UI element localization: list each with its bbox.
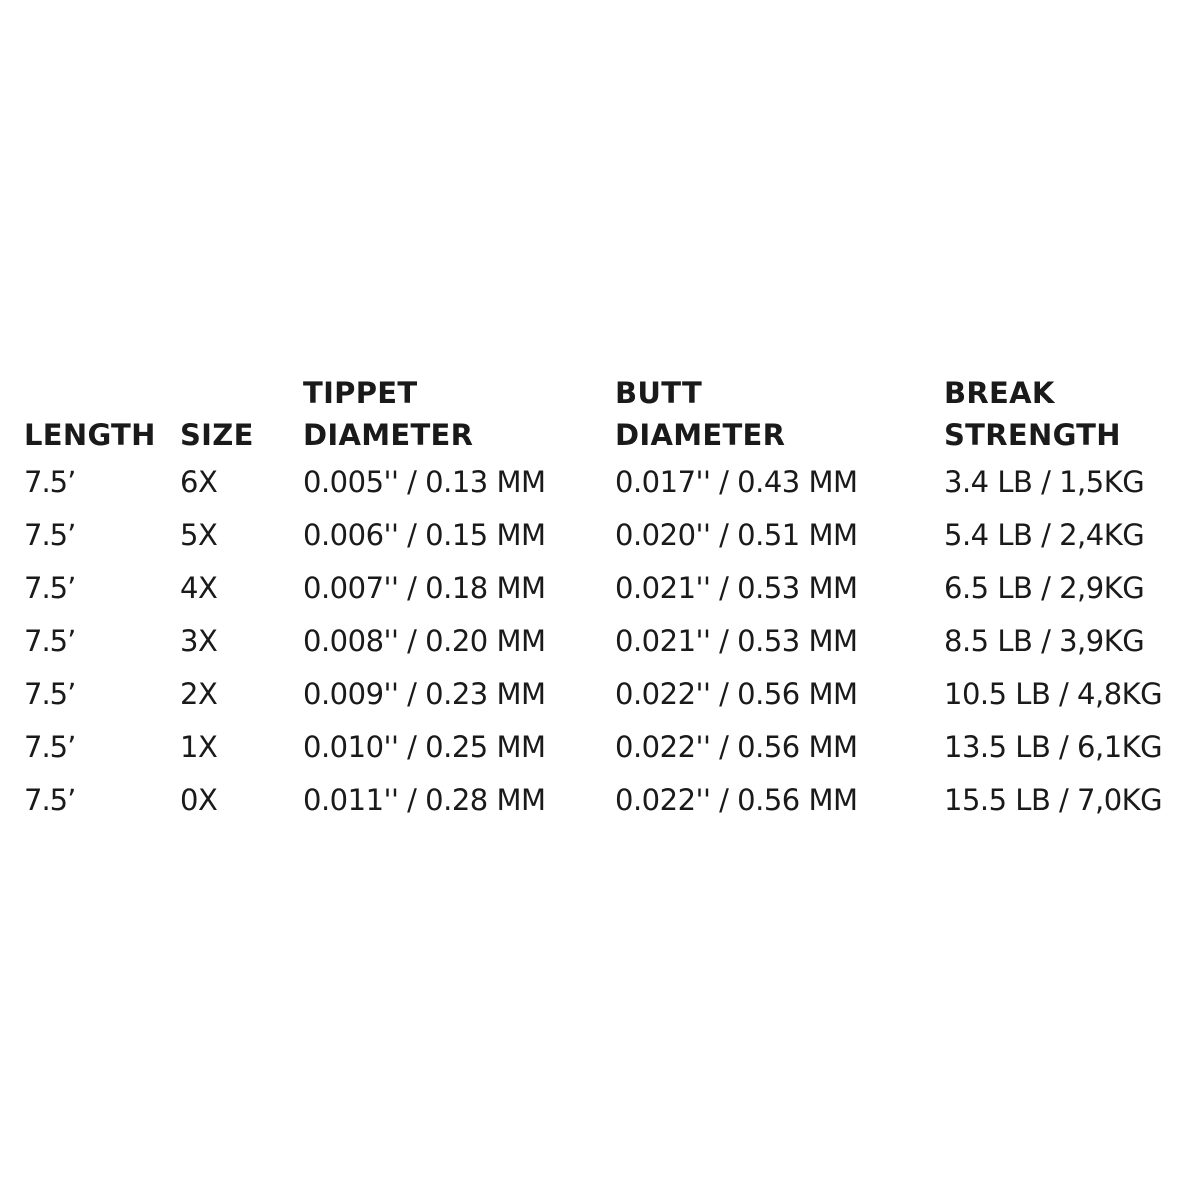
cell-break-strength: 5.4 LB / 2,4KG: [944, 518, 1145, 552]
cell-butt-diameter: 0.020'' / 0.51 MM: [615, 518, 858, 552]
header-size: [180, 414, 303, 456]
cell-butt-diameter: 0.017'' / 0.43 MM: [615, 465, 858, 499]
cell-tippet-diameter: 0.005'' / 0.13 MM: [303, 465, 546, 499]
cell-length: 7.5’: [24, 783, 76, 817]
cell-break-strength: 13.5 LB / 6,1KG: [944, 730, 1163, 764]
cell-size: 2X: [180, 677, 218, 711]
table-row: [24, 456, 1184, 509]
cell-butt-diameter: 0.021'' / 0.53 MM: [615, 624, 858, 658]
cell-length: 7.5’: [24, 518, 76, 552]
cell-size: 0X: [180, 783, 218, 817]
cell-size: 3X: [180, 624, 218, 658]
header-length-line2: LENGTH: [24, 418, 156, 452]
cell-tippet-diameter: 0.009'' / 0.23 MM: [303, 677, 546, 711]
header-length: [24, 414, 180, 456]
header-tippet-line2: DIAMETER: [303, 418, 474, 452]
table-row: [24, 668, 1184, 721]
cell-tippet-diameter: 0.011'' / 0.28 MM: [303, 783, 546, 817]
cell-tippet-diameter: 0.006'' / 0.15 MM: [303, 518, 546, 552]
header-butt-diameter: [615, 372, 944, 456]
table-header-row: [24, 372, 1184, 456]
cell-break-strength: 6.5 LB / 2,9KG: [944, 571, 1145, 605]
header-tippet-diameter: [303, 372, 615, 456]
table-row: [24, 509, 1184, 562]
header-break-strength: [944, 372, 1184, 456]
cell-length: 7.5’: [24, 571, 76, 605]
cell-butt-diameter: 0.022'' / 0.56 MM: [615, 783, 858, 817]
header-size-line2: SIZE: [180, 418, 254, 452]
table-row: [24, 615, 1184, 668]
cell-size: 5X: [180, 518, 218, 552]
cell-tippet-diameter: 0.008'' / 0.20 MM: [303, 624, 546, 658]
cell-tippet-diameter: 0.007'' / 0.18 MM: [303, 571, 546, 605]
cell-length: 7.5’: [24, 730, 76, 764]
table-row: [24, 774, 1184, 827]
cell-break-strength: 3.4 LB / 1,5KG: [944, 465, 1145, 499]
cell-butt-diameter: 0.022'' / 0.56 MM: [615, 677, 858, 711]
cell-break-strength: 10.5 LB / 4,8KG: [944, 677, 1163, 711]
cell-break-strength: 15.5 LB / 7,0KG: [944, 783, 1163, 817]
header-break-line2: STRENGTH: [944, 418, 1121, 452]
cell-length: 7.5’: [24, 465, 76, 499]
header-break-line1: BREAK: [944, 376, 1055, 410]
cell-length: 7.5’: [24, 677, 76, 711]
cell-size: 1X: [180, 730, 218, 764]
table-row: [24, 562, 1184, 615]
header-butt-line2: DIAMETER: [615, 418, 786, 452]
cell-size: 4X: [180, 571, 218, 605]
cell-size: 6X: [180, 465, 218, 499]
cell-length: 7.5’: [24, 624, 76, 658]
header-tippet-line1: TIPPET: [303, 376, 418, 410]
cell-break-strength: 8.5 LB / 3,9KG: [944, 624, 1145, 658]
header-butt-line1: BUTT: [615, 376, 703, 410]
leader-spec-table: [24, 372, 1184, 827]
cell-butt-diameter: 0.022'' / 0.56 MM: [615, 730, 858, 764]
table-row: [24, 721, 1184, 774]
cell-butt-diameter: 0.021'' / 0.53 MM: [615, 571, 858, 605]
cell-tippet-diameter: 0.010'' / 0.25 MM: [303, 730, 546, 764]
